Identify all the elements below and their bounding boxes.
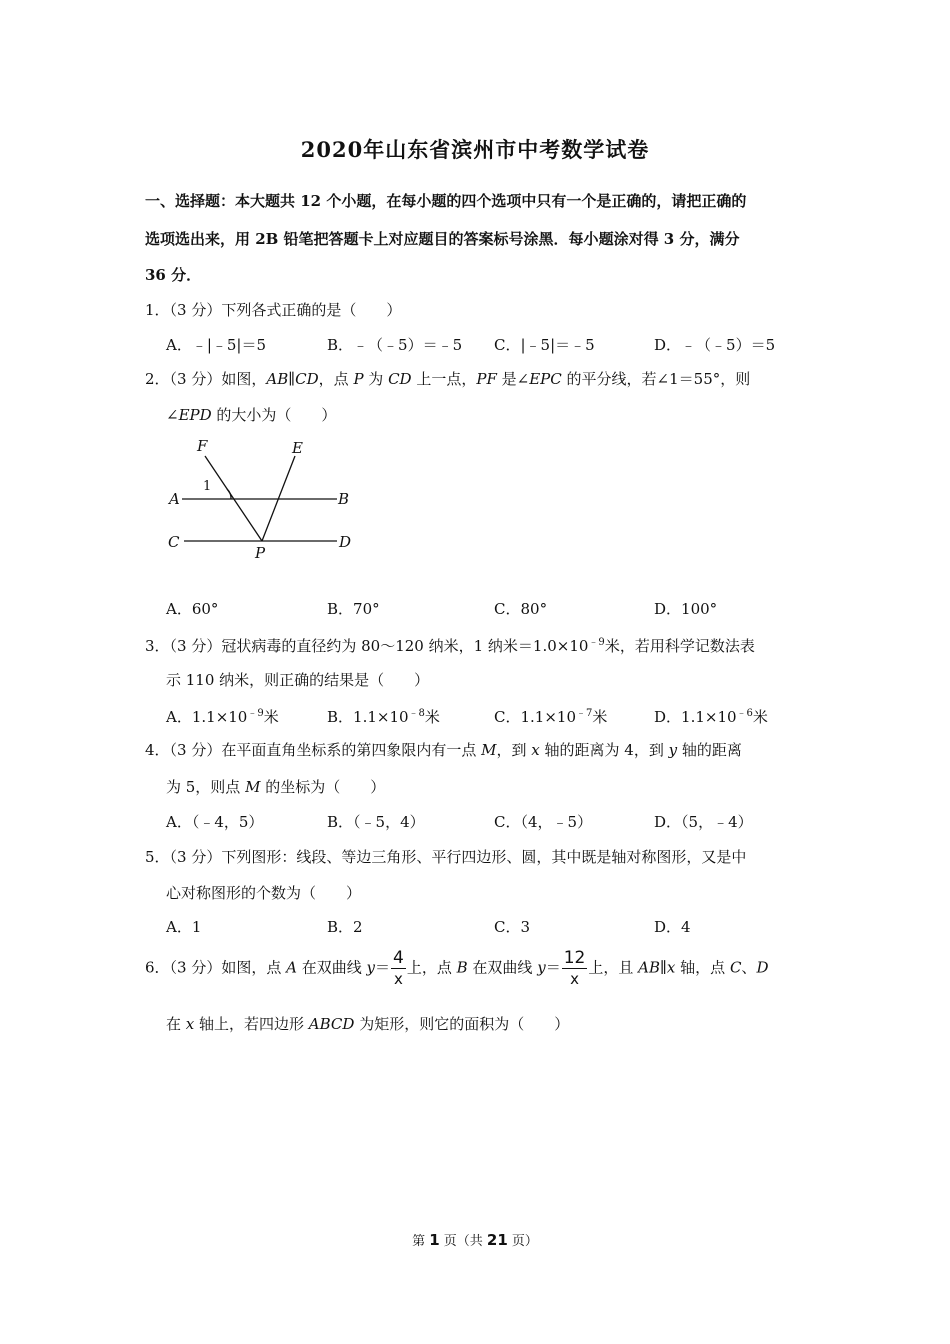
question-1-stem: 1．（3 分）下列各式正确的是（ ）	[145, 301, 402, 319]
question-5-stem-line2: 心对称图形的个数为（ ）	[166, 884, 362, 902]
fraction-12-over-x: $\frac{12}{x}$	[563, 948, 586, 988]
question-5-option-a: A．1	[166, 918, 202, 936]
question-1-option-c: C．|﹣5|＝﹣5	[494, 336, 595, 354]
label-d: D	[339, 533, 352, 551]
page-title: 2020年山东省滨州市中考数学试卷	[300, 137, 650, 162]
question-3-option-d: D．$1.1\times 10^{﹣6}$米	[654, 708, 768, 726]
question-4-option-d: D．（5，﹣4）	[654, 813, 753, 831]
question-3-option-b: B．$1.1\times 10^{﹣8}$米	[327, 708, 440, 726]
label-p: P	[255, 544, 266, 562]
question-2-option-b: B．70°	[327, 600, 380, 618]
question-2-stem-line2: ∠EPD 的大小为（ ）	[166, 406, 337, 424]
label-e: E	[292, 439, 303, 457]
label-f: F	[197, 437, 208, 455]
question-5-stem-line1: 5．（3 分）下列图形：线段、等边三角形、平行四边形、圆，其中既是轴对称图形，又是中	[145, 848, 747, 866]
question-2-figure	[162, 432, 362, 567]
question-3-stem-line2: 示 110 纳米，则正确的结果是（ ）	[166, 671, 430, 689]
question-1-option-b: B．﹣（﹣5）＝﹣5	[327, 336, 463, 354]
label-angle-1: 1	[203, 479, 212, 494]
label-b: B	[338, 490, 350, 508]
question-5-option-b: B．2	[327, 918, 363, 936]
fraction-4-over-x: $\frac{4}{x}$	[393, 948, 404, 988]
question-4-stem-line1: 4．（3 分）在平面直角坐标系的第四象限内有一点 M，到 x 轴的距离为 4，到 y 轴的距离	[145, 741, 742, 759]
question-4-option-b: B．（﹣5，4）	[327, 813, 425, 831]
question-2-stem-line1: 2．（3 分）如图，AB∥CD，点 P 为 CD 上一点，PF 是∠EPC 的平分线，若∠1＝55°，则	[145, 370, 751, 388]
question-2-option-a: A．60°	[166, 600, 219, 618]
question-5-option-d: D．4	[654, 918, 691, 936]
question-4-stem-line2: 为 5，则点 M 的坐标为（ ）	[166, 778, 386, 796]
section-instructions-line1: 一、选择题：本大题共 12 个小题，在每小题的四个选项中只有一个是正确的，请把正确的	[145, 192, 747, 210]
label-c: C	[168, 533, 180, 551]
question-6-stem-line2: 在 x 轴上，若四边形 ABCD 为矩形，则它的面积为（ ）	[166, 1015, 570, 1033]
page-footer: 第 1 页（共 21 页）	[412, 1231, 538, 1249]
question-3-stem-line1: 3．（3 分）冠状病毒的直径约为 80～120 纳米，1 纳米$=1.0\times 10^{﹣9}$米，若用科学记数法表	[145, 637, 755, 655]
question-5-option-c: C．3	[494, 918, 531, 936]
question-2-option-c: C．80°	[494, 600, 548, 618]
question-3-option-c: C．$1.1\times 10^{﹣7}$米	[494, 708, 608, 726]
question-4-option-c: C．（4，﹣5）	[494, 813, 593, 831]
question-3-option-a: A．$1.1\times 10^{﹣9}$米	[166, 708, 279, 726]
question-4-option-a: A．（﹣4，5）	[166, 813, 264, 831]
question-1-option-a: A．﹣|﹣5|＝5	[166, 336, 267, 354]
question-6-stem-line1: 6．（3 分）如图，点 A 在双曲线 y＝ $\frac{4}{x}$ 上，点 B 在双曲线 y＝ $\frac{12}{x}$ 上，且 AB∥x 轴，点 C、D	[145, 948, 769, 988]
angle-1-arc	[227, 489, 231, 499]
question-1-option-d: D．﹣（﹣5）＝5	[654, 336, 776, 354]
section-instructions-line3: 36 分．	[145, 266, 202, 284]
label-a: A	[169, 490, 180, 508]
section-instructions-line2: 选项选出来，用 2B 铅笔把答题卡上对应题目的答案标号涂黑．每小题涂对得 3 分，满分	[145, 230, 740, 248]
question-2-option-d: D．100°	[654, 600, 718, 618]
